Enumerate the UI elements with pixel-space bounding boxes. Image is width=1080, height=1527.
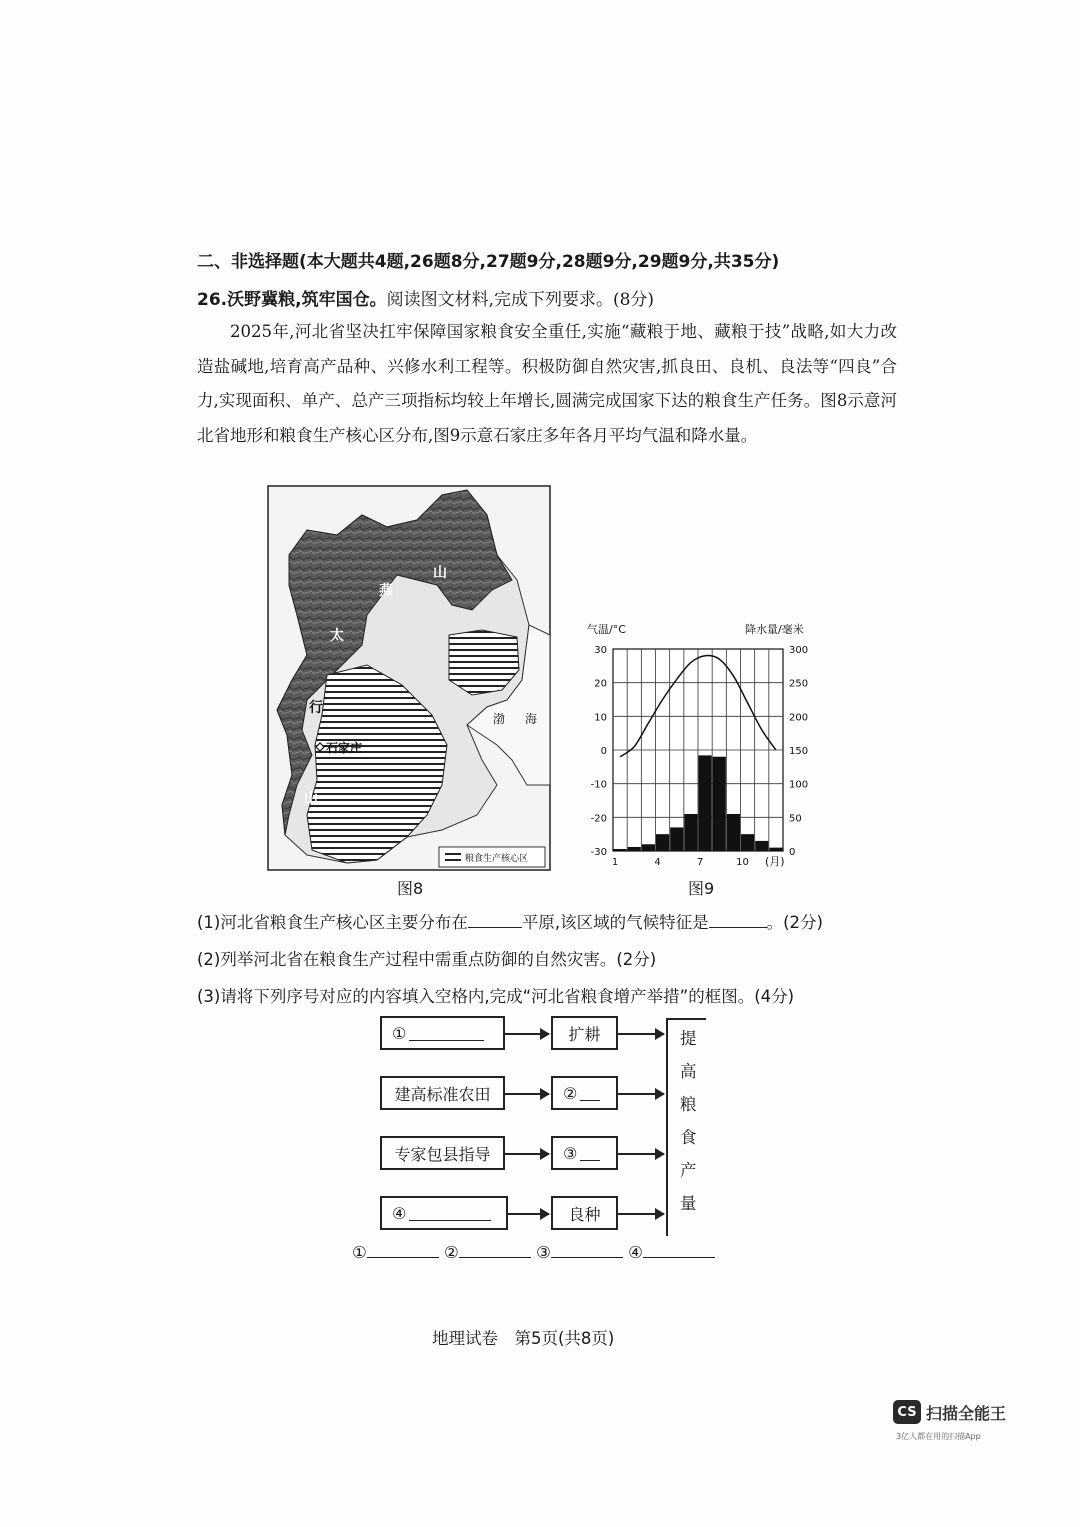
answer-num-4: ④ (628, 1243, 643, 1262)
flow-left-2-label: 建高标准农田 (394, 1084, 491, 1104)
map-label-bohai-1: 渤 (493, 712, 506, 726)
sub-question-3: (3)请将下列序号对应的内容填入空格内,完成“河北省粮食增产举措”的框图。(4分) (197, 987, 795, 1006)
month-tick-label: 7 (696, 857, 704, 868)
flow-arrow-l1 (505, 1033, 549, 1035)
precip-tick-label: 100 (789, 779, 809, 791)
scanner-app-subtitle: 3亿人都在用的扫描App (896, 1432, 981, 1441)
month-tick-label: 4 (654, 857, 661, 868)
precip-tick-label: 250 (789, 678, 809, 690)
flow-box-left-4 (380, 1196, 508, 1230)
month-tick-label: 1 (611, 857, 619, 868)
sub-question-1 (197, 909, 823, 933)
flow-left-3-label: 专家包县指导 (394, 1144, 491, 1164)
flow-arrow-l2 (505, 1093, 549, 1095)
answer-num-3: ③ (536, 1243, 551, 1262)
flow-result-label: 提高粮食产量 (680, 1029, 697, 1213)
section-heading: 二、非选择题(本大题共4题,26题8分,27题9分,28题9分,29题9分,共35分) (197, 252, 780, 272)
flow-blank-1[interactable] (409, 1025, 484, 1041)
climate-chart-figure (575, 615, 825, 874)
flow-box-right-2 (551, 1076, 618, 1110)
chart-x-unit-label: (月) (765, 855, 785, 868)
map-label-yan: 燕 (379, 583, 393, 599)
question-paragraph: 2025年,河北省坚决扛牢保障国家粮食安全重任,实施“藏粮于地、藏粮于技”战略,如大力改造盐碱地,培育高产品种、兴修水利工程等。积极防御自然灾害,抓良田、良机、良法等“四良”合力,实现面积、单产、总产三项指标均较上年增长,圆满完成国家下达的粮食生产任务。图8示意河北省地形和粮食生产核心区分布,图9示意石家庄多年各月平均气温和降水量。 (197, 322, 897, 445)
temp-tick-label: 0 (600, 746, 607, 757)
flow-blank-2[interactable] (580, 1085, 600, 1101)
flow-arrow-r1 (618, 1033, 664, 1035)
flow-result-top (666, 1018, 706, 1020)
flow-blank-3[interactable] (580, 1145, 600, 1161)
answer-blank-1[interactable] (367, 1243, 439, 1258)
precip-bar (670, 827, 683, 851)
precip-tick-label: 150 (789, 746, 809, 757)
map-caption: 图8 (397, 879, 424, 898)
flow-result-bar (666, 1018, 668, 1236)
precip-tick-label: 200 (789, 712, 809, 724)
precip-bar (642, 844, 655, 851)
question-instruction: 阅读图文材料,完成下列要求。(8分) (386, 290, 655, 310)
q1-text-b: 平原,该区域的气候特征是 (521, 913, 709, 932)
map-label-shan-yan: 山 (433, 565, 447, 581)
temp-tick-label: -20 (590, 813, 607, 825)
flow-arrow-r2 (618, 1093, 664, 1095)
temp-tick-label: -30 (590, 847, 607, 858)
map-label-tai: 太 (330, 628, 344, 644)
q1-text-c: 。(2分) (766, 913, 823, 932)
flow-num-3: ③ (563, 1143, 578, 1163)
map-label-city: 石家庄 (326, 741, 363, 755)
map-legend-label: 粮食生产核心区 (465, 854, 529, 864)
flow-right-4-label: 良种 (568, 1204, 601, 1224)
answer-num-1: ① (352, 1243, 367, 1262)
precip-bar (699, 755, 712, 851)
map-label-hang: 行 (309, 700, 323, 716)
map-legend (439, 847, 545, 867)
answer-num-2: ② (444, 1243, 459, 1262)
precip-bar (614, 849, 627, 851)
map-label-bohai-2: 海 (525, 712, 538, 726)
scanner-logo-icon: CS (893, 1400, 921, 1424)
flow-blank-4[interactable] (409, 1205, 491, 1221)
flow-arrow-l3 (505, 1153, 549, 1155)
precip-bar (628, 847, 641, 851)
answer-blank-3[interactable] (551, 1243, 623, 1258)
temp-tick-label: 20 (594, 678, 607, 690)
precip-tick-label: 0 (789, 847, 796, 858)
flow-box-left-3 (380, 1136, 505, 1170)
precip-tick-label: 50 (789, 813, 802, 825)
precip-tick-label: 300 (789, 645, 809, 656)
q1-text-a: (1)河北省粮食生产核心区主要分布在 (197, 913, 468, 932)
question-title: 26.沃野冀粮,筑牢国仓。 (197, 290, 387, 310)
question-title-line (197, 285, 654, 310)
chart-right-axis-label: 降水量/毫米 (745, 623, 804, 636)
sub-question-2: (2)列举河北省在粮食生产过程中需重点防御的自然灾害。(2分) (197, 950, 657, 969)
flow-box-right-4 (551, 1196, 618, 1230)
page-footer: 地理试卷 第5页(共8页) (432, 1329, 615, 1348)
flow-num-4: ④ (392, 1203, 407, 1223)
flow-box-left-1 (380, 1016, 505, 1050)
temp-tick-label: 30 (594, 645, 607, 656)
precip-bar (755, 841, 768, 851)
scanner-app-name: 扫描全能王 (926, 1404, 1007, 1423)
flow-arrow-l4 (508, 1213, 549, 1215)
precip-bar (713, 757, 726, 851)
chart-left-axis-label: 气温/°C (587, 623, 626, 636)
map-label-shan-tai: 山 (304, 791, 318, 807)
flow-right-1-label: 扩耕 (568, 1024, 601, 1044)
flow-arrow-r3 (618, 1153, 664, 1155)
answer-row (352, 1243, 715, 1262)
flow-num-2: ② (563, 1083, 578, 1103)
climate-chart (575, 615, 825, 870)
answer-blank-4[interactable] (643, 1243, 715, 1258)
hebei-terrain-map (267, 485, 551, 871)
map-figure (267, 485, 551, 875)
precip-bar (741, 834, 754, 851)
precip-bar (769, 848, 782, 851)
month-tick-label: 10 (736, 857, 749, 868)
precip-bar (727, 814, 740, 851)
flow-box-left-2 (380, 1076, 505, 1110)
flow-num-1: ① (392, 1023, 407, 1043)
q1-blank-climate[interactable] (709, 913, 767, 928)
q1-blank-plain[interactable] (468, 913, 522, 928)
precip-bar (684, 814, 697, 851)
precip-bar (656, 834, 669, 851)
chart-caption: 图9 (688, 879, 715, 898)
temp-tick-label: -10 (590, 779, 607, 791)
flow-box-right-1 (551, 1016, 618, 1050)
answer-blank-2[interactable] (459, 1243, 531, 1258)
temp-tick-label: 10 (594, 712, 607, 724)
flow-box-right-3 (551, 1136, 618, 1170)
flow-arrow-r4 (618, 1213, 664, 1215)
